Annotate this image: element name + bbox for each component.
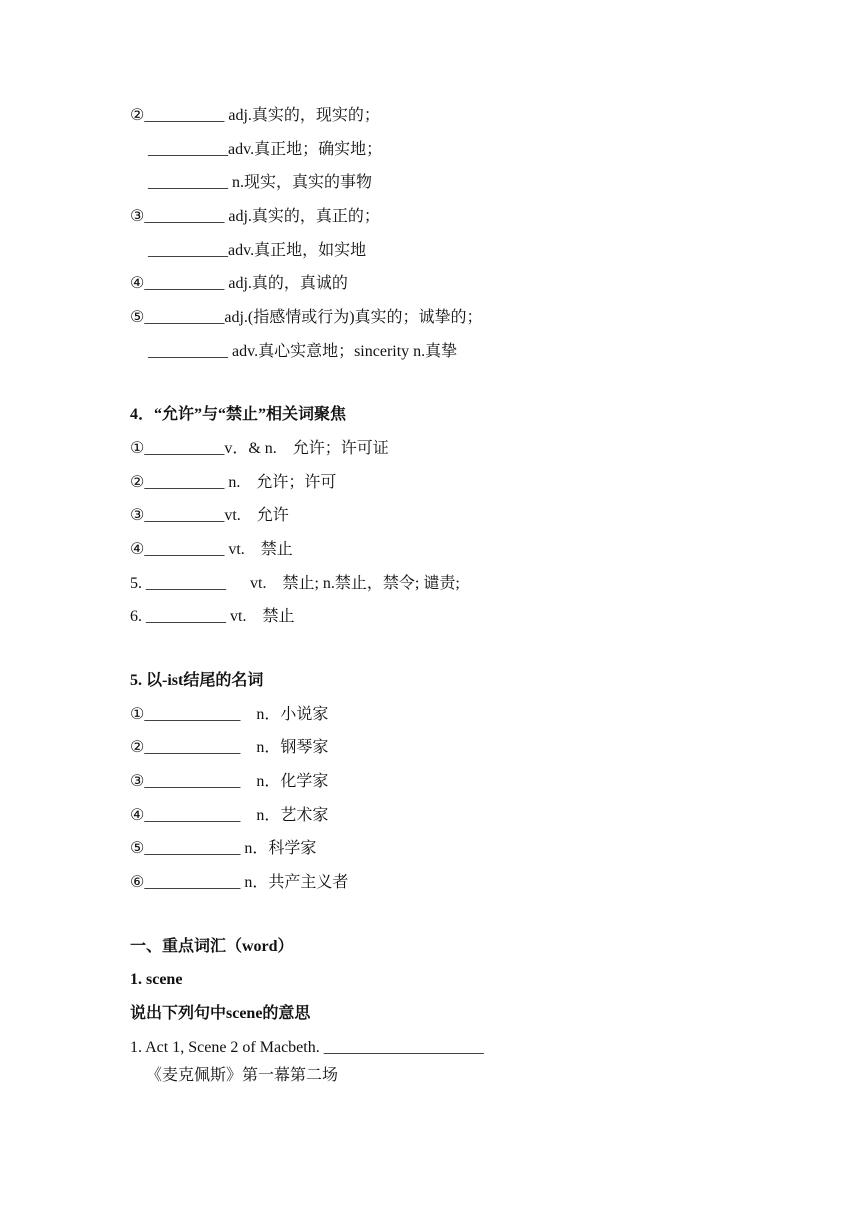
- item-truly-adv: __________adv.真正地，如实地: [148, 242, 367, 259]
- section4-item-4: ④__________ vt. 禁止: [130, 541, 293, 558]
- section5-item-1: ①____________ n．小说家: [130, 706, 329, 723]
- section5-heading: 5. 以-ist结尾的名词: [130, 672, 264, 689]
- section5-item-2: ②____________ n．钢琴家: [130, 739, 329, 756]
- instruction: 说出下列句中scene的意思: [130, 1005, 311, 1022]
- item-sincere-adj: ⑤__________adj.(指感情或行为)真实的；诚挚的；: [130, 309, 483, 326]
- section5-item-3: ③____________ n．化学家: [130, 773, 329, 790]
- vocab-heading: 一、重点词汇（word）: [130, 938, 294, 955]
- section4-item-6: 6. __________ vt. 禁止: [130, 608, 295, 625]
- item-true-adj: ③__________ adj.真实的，真正的；: [130, 208, 380, 225]
- item-genuine-adj: ④__________ adj.真的，真诚的: [130, 275, 348, 292]
- section4-item-3: ③__________vt. 允许: [130, 507, 289, 524]
- section4-item-1: ①__________v．& n. 允许；许可证: [130, 440, 389, 457]
- word-heading: 1. scene: [130, 971, 183, 988]
- item-real-adj: ②__________ adj.真实的，现实的；: [130, 107, 380, 124]
- section4-item-5: 5. __________ vt. 禁止; n.禁止，禁令; 谴责;: [130, 575, 460, 592]
- section4-item-2: ②__________ n. 允许；许可: [130, 474, 337, 491]
- section5-item-4: ④____________ n．艺术家: [130, 807, 329, 824]
- example-translation: 《麦克佩斯》第一幕第二场: [146, 1067, 339, 1084]
- section5-item-5: ⑤____________ n．科学家: [130, 840, 317, 857]
- section4-heading: 4．“允许”与“禁止”相关词聚焦: [130, 406, 347, 423]
- example-sentence: 1. Act 1, Scene 2 of Macbeth. ____________________: [130, 1039, 484, 1056]
- item-sincerely-adv: __________ adv.真心实意地；sincerity n.真挚: [148, 343, 458, 360]
- item-really-adv: __________adv.真正地；确实地；: [148, 141, 383, 158]
- section5-item-6: ⑥____________ n．共产主义者: [130, 874, 349, 891]
- item-reality-n: __________ n.现实，真实的事物: [148, 174, 373, 191]
